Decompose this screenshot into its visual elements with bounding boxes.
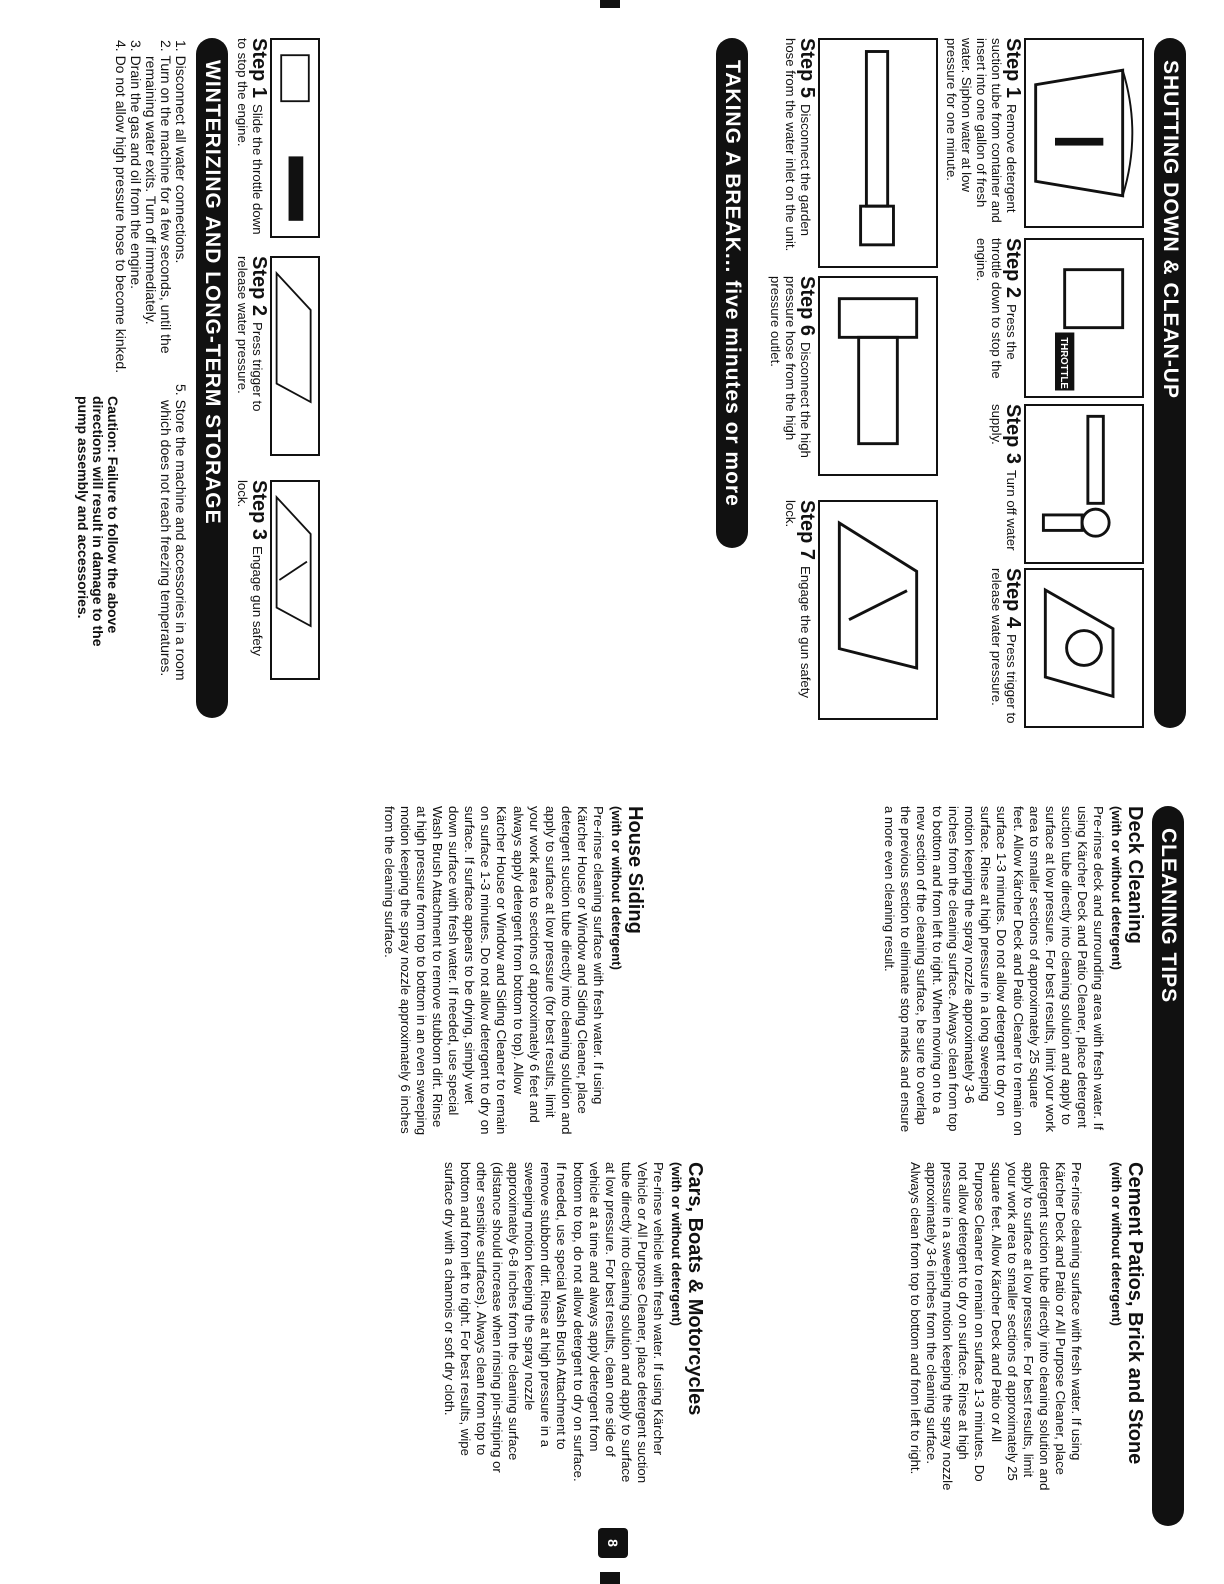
break-step-6 [748, 276, 938, 476]
winter-step-1-text: Slide the throttle down to stop the engine. [235, 38, 265, 235]
deck-heading-text: Deck Cleaning [1124, 806, 1146, 944]
cars-boats-heading [669, 1162, 706, 1492]
page-number: 8 [598, 1528, 628, 1558]
step-5-text: Disconnect the garden hose from the water inlet on the unit. [783, 38, 813, 252]
winterizing-list-right [158, 384, 188, 704]
gun-safety-lock-illustration [818, 500, 938, 720]
pressure-hose-illustration [818, 276, 938, 476]
spray-gun-trigger-illustration [1024, 568, 1144, 728]
step-2-label: Step 2 [1002, 238, 1024, 299]
step-7-label: Step 7 [796, 500, 818, 561]
cement-patios-heading [1109, 1162, 1146, 1492]
shutdown-step-1 [944, 38, 1144, 228]
step-6-text: Disconnect the high pressure hose from the high pressure outlet. [768, 276, 813, 458]
cement-heading-text: Cement Patios, Brick and Stone [1124, 1162, 1146, 1465]
winter-list-item: 3. Drain the gas and oil from the engine. [128, 40, 144, 290]
deck-cleaning-text: Pre-rinse deck and surrounding area with fresh water. If using Kärcher Deck and Patio Cleaner, place detergent suction tube directly into cleaning solution and apply to surface at low pressure. For best results, limit your work area to smaller sections of approximately 25 square feet. Allow Kärcher Deck and Patio Cleaner to remain on surface 1-3 minutes. Do not allow detergent to dry on surface. Rinse at high pressure in a long sweeping motion keeping the spray nozzle approximately 3-6 inches from the cleaning surface. Always clean from top to bottom and from left to right. When moving on to a new section of the cleaning surface, be sure to overlap the previous section to eliminate stop marks and ensure a more even cleaning result. [881, 806, 1106, 1136]
taking-break-banner: TAKING A BREAK... five minutes or more [716, 38, 748, 548]
winter-list-item: 5. Store the machine and accessories in a room which does not reach freezing temperatures. [158, 384, 189, 681]
siding-subheading: (with or without detergent) [609, 806, 624, 970]
winter-step-3-label: Step 3 [248, 480, 270, 541]
throttle-illustration-2 [270, 38, 320, 238]
winter-step-3-text: Engage gun safety lock. [235, 480, 265, 657]
throttle-text: THROTTLE [1057, 337, 1069, 389]
cars-boats-text: Pre-rinse vehicle with fresh water. If using Kärcher Vehicle or All Purpose Cleaner, place detergent suction tube directly into cleaning solution and apply to surface at low pressure. For best results, clean one side of vehicle at a time and always apply detergent from bottom to top, do not allow detergent to dry on surface. If needed, use special Wash Brush Attachment to remove stubborn dirt. Rinse at high pressure in a sweeping motion keeping the spray nozzle approximately 6-8 inches from the cleaning surface (distance should increase when rinsing pin-striping or other sensitive surfaces). Always clean from top to bottom and from left to right. For best results, wipe surface dry with a chamois or soft dry cloth. [441, 1162, 666, 1484]
step-4-text: Press trigger to release water pressure. [989, 568, 1019, 724]
step-7-text: Engage the gun safety lock. [783, 500, 813, 699]
winter-list-item: 1. Disconnect all water connections. [173, 40, 189, 264]
winter-step-2-text: Press trigger to release water pressure. [235, 256, 265, 412]
winter-step-1 [228, 38, 320, 238]
registration-mark [600, 0, 620, 8]
cement-subheading: (with or without detergent) [1109, 1162, 1124, 1326]
cars-heading-text: Cars, Boats & Motorcycles [684, 1162, 706, 1416]
registration-mark [600, 1572, 620, 1584]
cleaning-tips-banner: CLEANING TIPS [1152, 806, 1184, 1526]
deck-subheading: (with or without detergent) [1109, 806, 1124, 970]
step-6-label: Step 6 [796, 276, 818, 337]
step-3-label: Step 3 [1002, 404, 1024, 465]
step-2-text: Press the throttle down to stop the engine. [974, 238, 1019, 379]
step-1-label: Step 1 [1002, 38, 1024, 99]
shutdown-step-4 [954, 568, 1144, 728]
cars-subheading: (with or without detergent) [669, 1162, 684, 1326]
trigger-illustration-2 [270, 256, 320, 456]
siding-heading-text: House Siding [624, 806, 646, 934]
winter-list-item: 2. Turn on the machine for a few seconds, until the remaining water exits. Turn off immediately. [143, 40, 174, 354]
deck-cleaning-heading [1109, 806, 1146, 1136]
step-1-text: Remove detergent suction tube from container and insert into one gallon of fresh water. Siphon water at low pressure for one minute. [944, 38, 1019, 223]
break-step-5 [748, 38, 938, 268]
house-siding-heading [609, 806, 646, 1136]
winter-step-2 [228, 256, 320, 456]
step-5-label: Step 5 [796, 38, 818, 99]
caution-bold: Caution: Failure to follow the above directions will result in damage to the pump assembly and accessories. [75, 396, 121, 647]
winter-list-item: 4. Do not allow high pressure hose to become kinked. [113, 40, 129, 374]
shutting-down-banner: SHUTTING DOWN & CLEAN-UP [1154, 38, 1186, 728]
winterizing-banner: WINTERIZING AND LONG-TERM STORAGE [196, 38, 228, 718]
faucet-illustration [1024, 404, 1144, 564]
bucket-illustration [1024, 38, 1144, 228]
step-3-text: Turn off water supply. [989, 404, 1019, 551]
winterizing-list-left [113, 40, 188, 380]
safety-lock-illustration-2 [270, 480, 320, 680]
winter-step-1-label: Step 1 [248, 38, 270, 99]
garden-hose-illustration [818, 38, 938, 268]
caution-text [75, 380, 120, 680]
shutdown-step-2 [954, 238, 1144, 398]
step-4-label: Step 4 [1002, 568, 1024, 629]
winter-step-3 [228, 480, 320, 680]
house-siding-text: Pre-rinse cleaning surface with fresh water. If using Kärcher House or Window and Siding Cleaner, place detergent suction tube directly into cleaning solution and apply to surface at low pressure (for best results, limit your work area to sections of approximately 6 feet and always apply detergent from bottom to top). Allow Kärcher House or Window and Siding Cleaner to remain on surface 1-3 minutes. Do not allow detergent to dry on surface. If surface appears to be drying, simply wet down surface with fresh water. If needed, use special Wash Brush Attachment to remove stubborn dirt. Rinse at high pressure from top to bottom in an even sweeping motion keeping the spray nozzle approximately 6 inches from the cleaning surface. [381, 806, 606, 1136]
cement-patios-text: Pre-rinse cleaning surface with fresh water. If using Kärcher Deck and Patio or All Purpose Cleaner, place detergent suction tube directly into cleaning solution and apply to surface at low pressure. For best results, limit your work area to smaller sections of approximately 25 square feet. Allow Kärcher Deck and Patio or All Purpose Cleaner to remain on surface 1-3 minutes. Do not allow detergent to dry on surface. Rinse at high pressure in a sweeping motion keeping the spray nozzle approximately 3-6 inches from the cleaning surface. Always clean from top to bottom and from left to right. [908, 1162, 1084, 1491]
break-step-7 [748, 500, 938, 720]
shutdown-step-3 [954, 404, 1144, 564]
winter-step-2-label: Step 2 [248, 256, 270, 317]
throttle-illustration [1024, 238, 1144, 398]
